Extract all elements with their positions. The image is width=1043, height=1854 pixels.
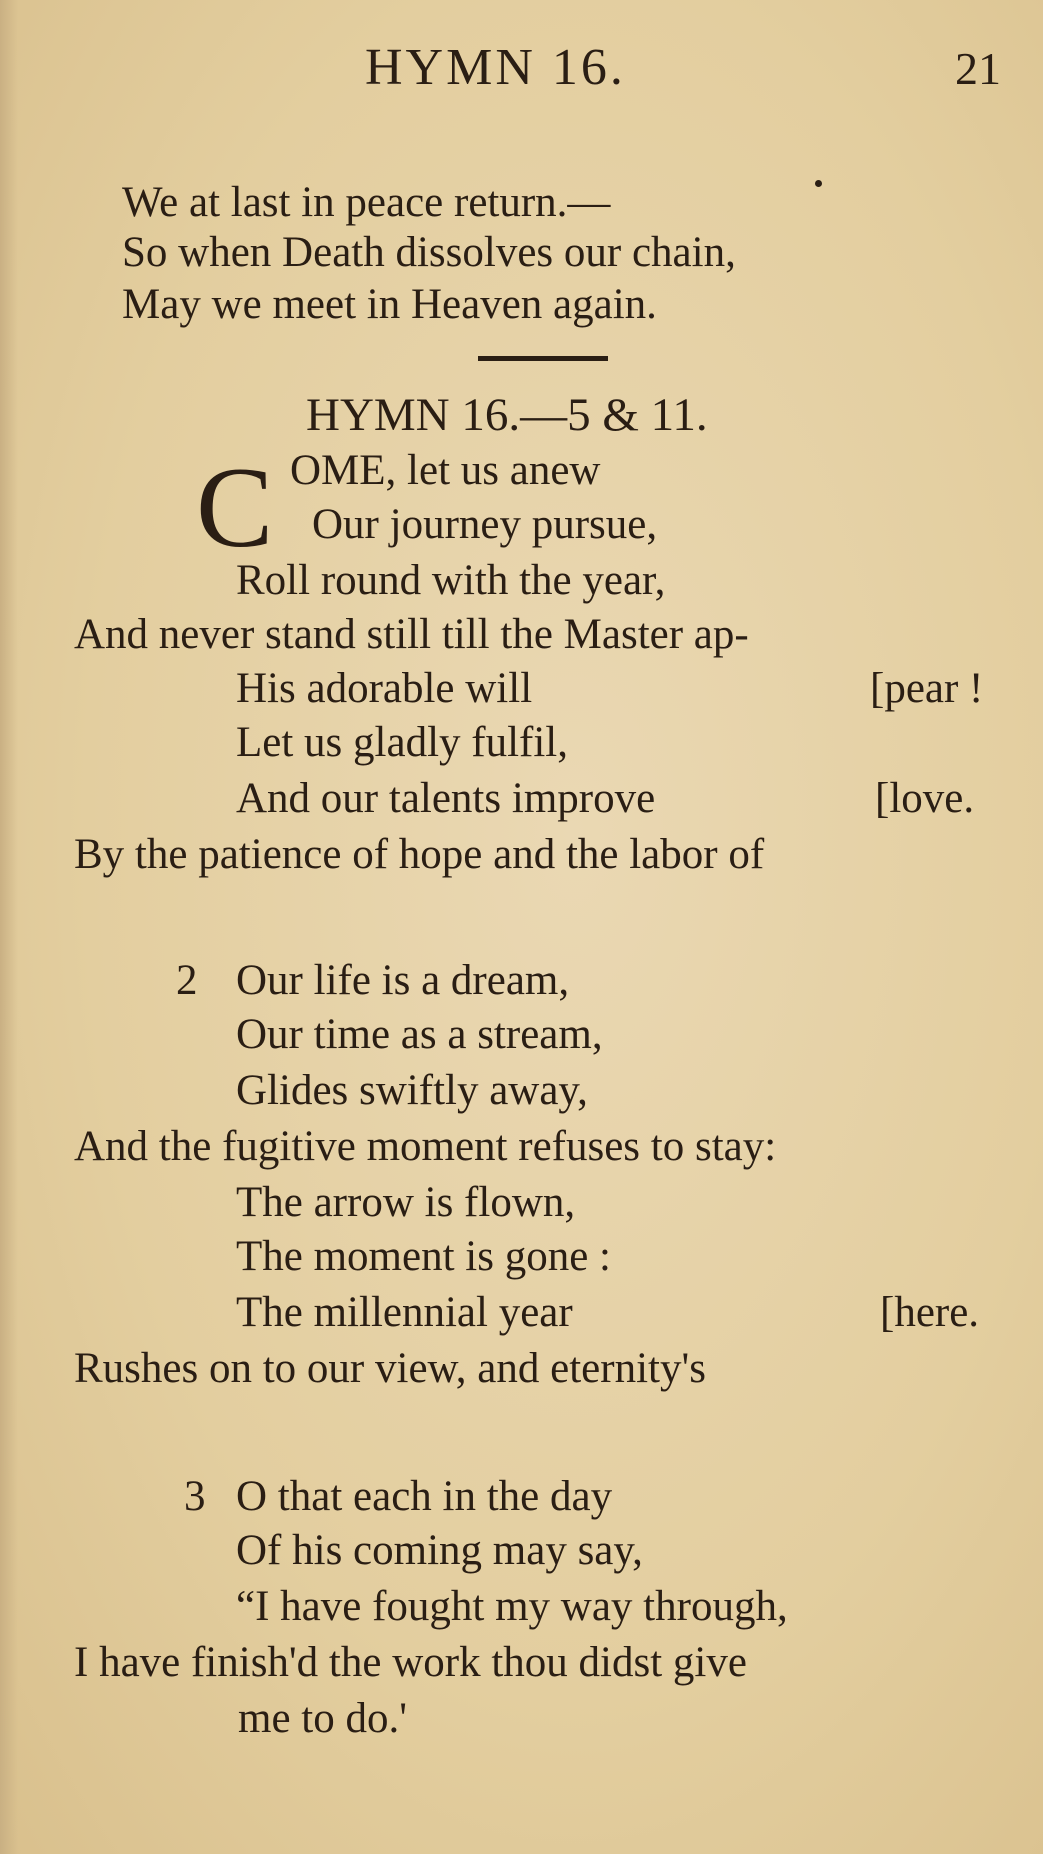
stanza2-number: 2 [176,957,198,1004]
hymn-heading: HYMN 16.—5 & 11. [306,389,708,441]
page-number: 21 [955,43,1001,94]
stanza1-first-line: OME, let us anew [290,447,601,494]
stanza1-line-8: By the patience of hope and the labor of [74,831,765,878]
prev-hymn-line-3: May we meet in Heaven again. [122,281,657,328]
stanza2-line-4: And the fugitive moment refuses to stay: [74,1123,777,1170]
stanza1-turnover-1: [pear ! [870,665,984,712]
stanza2-line-7: The millennial year [236,1289,573,1336]
stanza2-turnover: [here. [880,1289,980,1336]
stanza1-line-6: Let us gladly fulfil, [236,719,568,766]
page-edge-shadow [0,0,18,1854]
stanza2-line-2: Our time as a stream, [236,1011,603,1058]
stanza1-line-7: And our talents improve [236,775,656,822]
drop-cap: C [196,444,274,572]
stanza3-number: 3 [184,1473,206,1520]
stanza3-line-2: Of his coming may say, [236,1527,643,1574]
stanza2-line-6: The moment is gone : [236,1233,611,1280]
stanza3-line-4: I have finish'd the work thou didst give [74,1639,747,1686]
stanza3-line-5: me to do.' [238,1695,407,1742]
stanza2-line-3: Glides swiftly away, [236,1067,588,1114]
stanza3-line-3: “I have fought my way through, [236,1583,788,1630]
section-divider [478,356,608,361]
stanza2-line-8: Rushes on to our view, and eternity's [74,1345,706,1392]
stanza1-line-3: Roll round with the year, [236,557,666,604]
stanza1-line-5: His adorable will [236,665,533,712]
stanza2-line-5: The arrow is flown, [236,1179,576,1226]
prev-hymn-line-1: We at last in peace return.— [122,179,611,226]
stanza1-turnover-2: [love. [875,775,975,822]
stanza3-line-1: O that each in the day [236,1473,613,1520]
stanza1-line-4: And never stand still till the Master ap- [74,611,749,658]
running-header-title: HYMN 16. [365,39,626,96]
stanza1-line-2: Our journey pursue, [312,501,658,548]
stanza2-line-1: Our life is a dream, [236,957,570,1004]
prev-hymn-line-2: So when Death dissolves our chain, [122,229,736,276]
ink-speck [815,180,822,187]
